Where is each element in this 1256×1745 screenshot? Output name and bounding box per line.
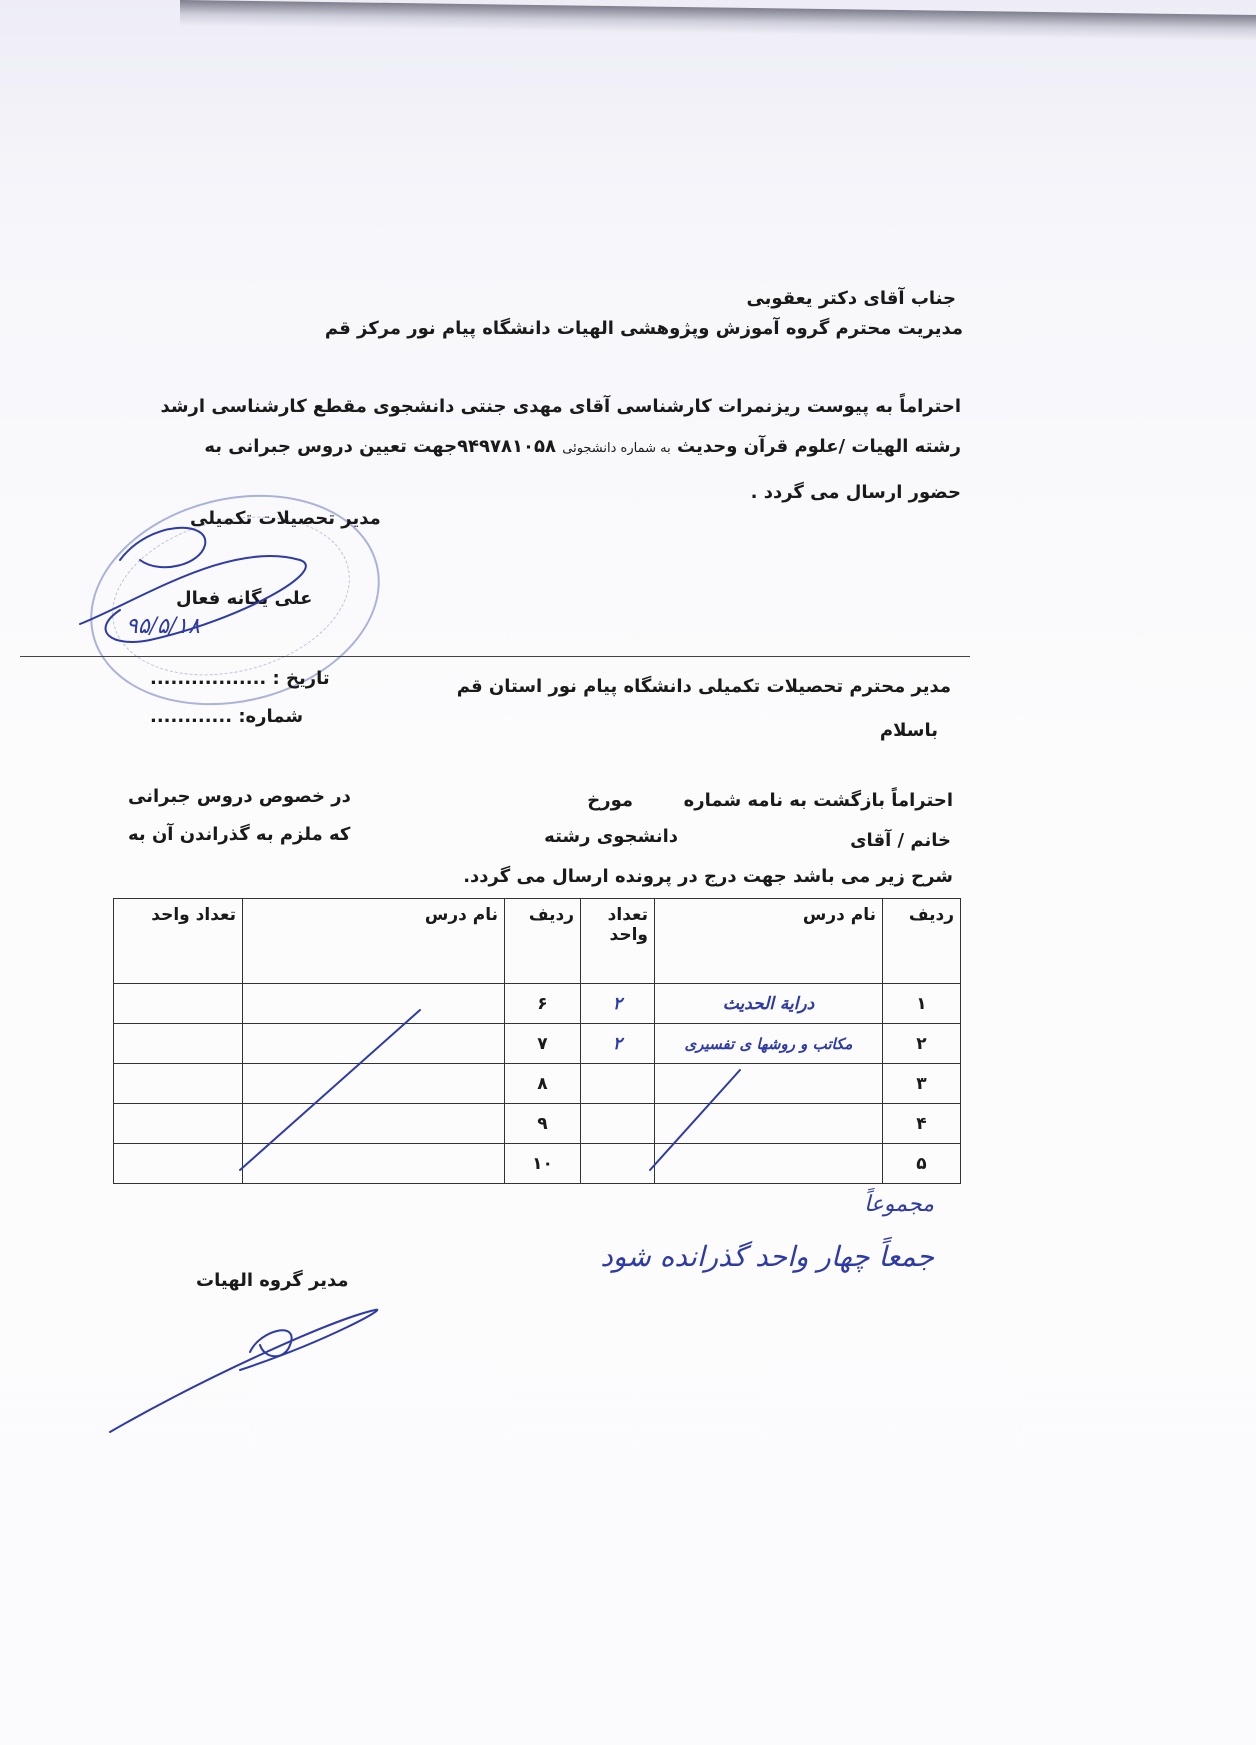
course-units [581,1104,655,1144]
table-row [114,984,961,1024]
course-name [243,1064,505,1104]
row-num: ۵ [883,1144,961,1184]
header-units-1: تعداد واحد [581,899,655,984]
row-num: ۲ [883,1024,961,1064]
table-row [114,1104,961,1144]
header-course-2: نام درس [243,899,505,984]
signature-top-title: مدیر تحصیلات تکمیلی [190,508,381,529]
reply-line2-a: خانم / آقای [850,830,951,851]
header-units-2: تعداد واحد [114,899,243,984]
recipient-name: جناب آقای دکتر یعقوبی [746,288,956,309]
signature-top-date: ۹۵/۵/۱۸ [126,614,200,639]
course-units [114,1104,243,1144]
row-num: ۳ [883,1064,961,1104]
reply-line1-a: احتراماً بازگشت به نامه شماره [683,790,953,811]
reply-date: تاریخ : ................. [150,668,330,689]
course-units [114,1064,243,1104]
course-name [243,1024,505,1064]
table-header-row [114,899,961,984]
body-line-2-number: ۹۴۹۷۸۱۰۵۸جهت تعیین دروس جبرانی به [204,436,556,457]
row-num: ۱۰ [505,1144,581,1184]
course-units: ۲ [581,1024,655,1064]
header-row-num-1: ردیف [883,899,961,984]
course-name: مکاتب و روشها ی تفسیری [655,1024,883,1064]
row-num: ۷ [505,1024,581,1064]
recipient-title: مدیریت محترم گروه آموزش وپژوهشی الهیات دانشگاه پیام نور مرکز قم [324,318,963,339]
row-num: ۸ [505,1064,581,1104]
course-name: درایة الحدیث [655,984,883,1024]
reply-number: شماره: ............ [150,706,304,727]
signature-bottom-title: مدیر گروه الهیات [196,1270,349,1291]
reply-line3: شرح زیر می باشد جهت درج در پرونده ارسال می گردد. [463,866,953,887]
table-row [114,1144,961,1184]
course-name [243,984,505,1024]
course-name [243,1104,505,1144]
body-line-3: حضور ارسال می گردد . [750,482,961,503]
course-name [655,1104,883,1144]
row-num: ۱ [883,984,961,1024]
handwritten-note-line2: جمعاً چهار واحد گذرانده شود [600,1240,934,1273]
table-row [114,1024,961,1064]
reply-line1-c: در خصوص دروس جبرانی [128,786,351,807]
course-units: ۲ [581,984,655,1024]
reply-line1-b: مورخ [587,790,633,811]
reply-line2-b: دانشجوی رشته [544,826,678,847]
signature-top-name: علی یگانه فعال [176,588,313,609]
row-num: ۴ [883,1104,961,1144]
body-line-1: احتراماً به پیوست ریزنمرات کارشناسی آقای مهدی جنتی دانشجوی مقطع کارشناسی ارشد [160,396,961,417]
body-line-2-label: به شماره دانشجوئی [562,441,671,456]
reply-line2-c: که ملزم به گذراندن آن به [128,824,351,845]
handwritten-note-line1: مجموعاً [864,1192,934,1217]
course-units [114,1024,243,1064]
header-row-num-2: ردیف [505,899,581,984]
section-divider [20,656,970,657]
course-name [655,1144,883,1184]
reply-greeting: باسلام [879,720,938,741]
body-line-2-field: رشته الهیات /علوم قرآن وحدیث [677,436,961,457]
row-num: ۹ [505,1104,581,1144]
header-course-1: نام درس [655,899,883,984]
course-units [114,1144,243,1184]
courses-table [113,898,961,1184]
course-units [581,1144,655,1184]
row-num: ۶ [505,984,581,1024]
course-units [114,984,243,1024]
reply-addressee: مدیر محترم تحصیلات تکمیلی دانشگاه پیام نور استان قم [456,676,951,697]
table-row [114,1064,961,1104]
course-units [581,1064,655,1104]
course-name [655,1064,883,1104]
course-name [243,1144,505,1184]
body-line-2 [204,436,961,457]
